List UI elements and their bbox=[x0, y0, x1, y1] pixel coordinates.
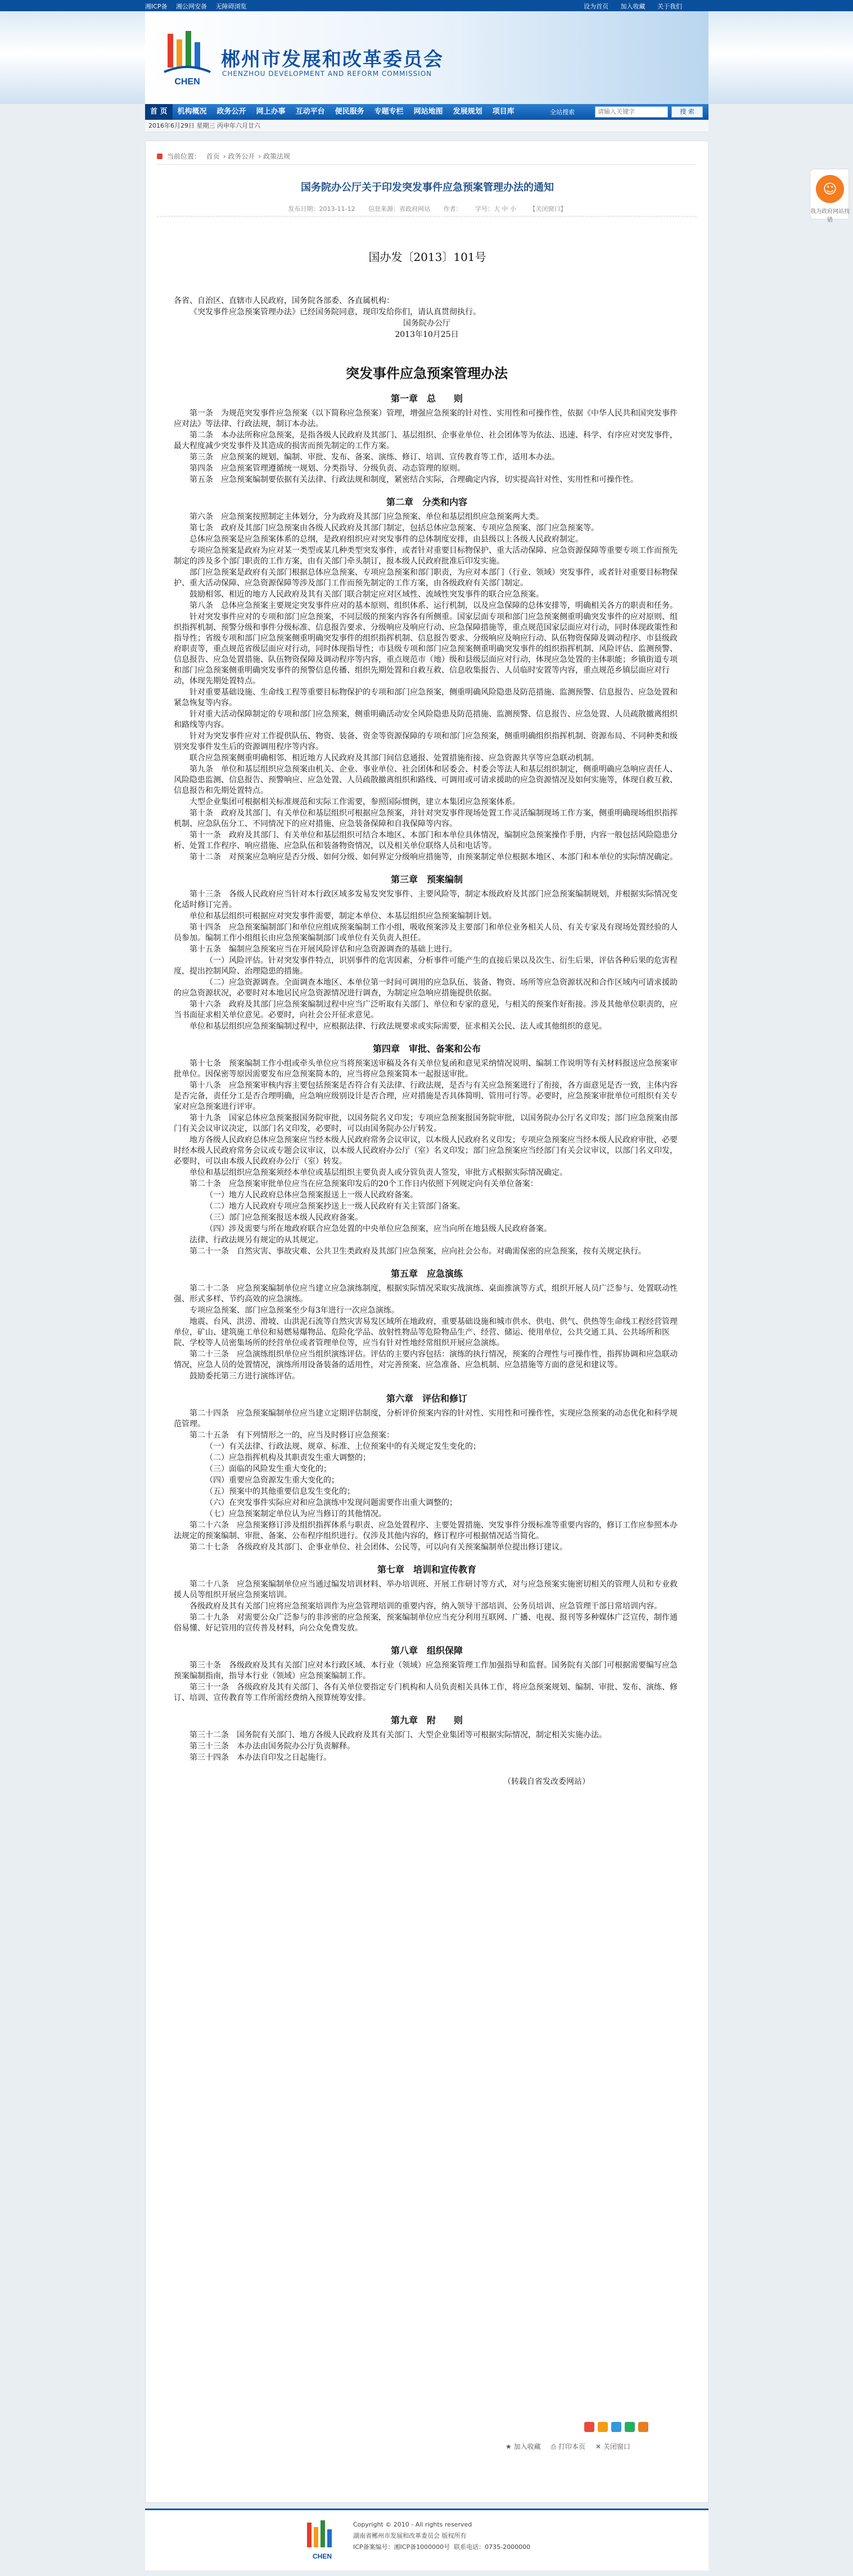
article-paragraph: 地方各级人民政府总体应急预案应当经本级人民政府常务会议审议，以本级人民政府名义印发；专项应急预案应当经本级人民政府审批，必要时经本级人民政府常务会议或专题会议审议，以本级人民政府办公厅（室）名义印发；部门应急预案应当经部门有关会议审议，以部门名义印发，必要时，可以由本级人民政府办公厅（室）转发。 bbox=[174, 1136, 678, 1166]
top-links-right bbox=[574, 2, 682, 11]
preface-para: 各省、自治区、直辖市人民政府，国务院各部委、各直属机构： bbox=[174, 296, 394, 305]
share-bar bbox=[584, 2422, 648, 2432]
add-favorite-button[interactable]: ★ 加入收藏 bbox=[506, 2443, 541, 2451]
footer-org: 湖南省郴州市发展和改革委员会 版权所有 bbox=[353, 2532, 467, 2539]
logo-bar bbox=[314, 2527, 318, 2547]
breadcrumb: 当前位置： 首页 › 政务公开 › 政策法规 bbox=[157, 151, 697, 165]
logo-bar bbox=[195, 42, 200, 67]
regulation-title: 突发事件应急预案管理办法 bbox=[346, 365, 508, 381]
article-paragraph: （二）应急资源调查。全面调查本地区、本单位第一时间可调用的应急队伍、装备、物资、场所等应急资源状况和合作区域内可请求援助的应急资源状况，必要时对本地居民应急资源情况进行调查，为制定应急响应措施提供依据。 bbox=[174, 978, 678, 998]
article-meta bbox=[146, 204, 709, 213]
widget-label: 我为政府网站找错 bbox=[810, 209, 850, 223]
share-icon[interactable] bbox=[638, 2422, 648, 2432]
article-paragraph: （四）重要应急资源发生重大变化的； bbox=[205, 1476, 339, 1485]
chapter-heading: 第四章 审批、备案和公布 bbox=[372, 1043, 481, 1054]
logo-bar bbox=[186, 31, 191, 67]
nav-item-gov-affairs[interactable]: 政务公开 bbox=[216, 107, 246, 116]
source-note: （转载自省发改委网站） bbox=[503, 1777, 590, 1786]
breadcrumb-policy[interactable]: 政策法规 bbox=[263, 152, 290, 160]
article-tools bbox=[506, 2442, 630, 2451]
signature-org: 国务院办公厅 bbox=[403, 319, 450, 328]
nav-item-projects[interactable]: 项目库 bbox=[492, 107, 514, 116]
document-number: 国办发〔2013〕101号 bbox=[368, 250, 486, 264]
date-text: 2016年6月29日 bbox=[148, 122, 195, 129]
search-scope-label[interactable]: 全站搜索 bbox=[550, 109, 575, 116]
article-paragraph: 第八条 总体应急预案主要规定突发事件应对的基本原则、组织体系、运行机制，以及应急保障的总体安排等，明确相关各方的职责和任务。 bbox=[189, 601, 678, 610]
article-paragraph: 总体应急预案是应急预案体系的总纲，是政府组织应对突发事件的总体制度安排，由县级以上各级人民政府制定。 bbox=[189, 535, 583, 544]
article-paragraph: 第七条 政府及其部门应急预案由各级人民政府及其部门制定，包括总体应急预案、专项应急预案、部门应急预案等。 bbox=[189, 524, 599, 533]
chapter-heading: 第一章 总 则 bbox=[390, 393, 463, 404]
chapter-heading: 第九章 附 则 bbox=[390, 1715, 463, 1726]
signature-date: 2013年10月25日 bbox=[395, 330, 459, 339]
report-icon: ☺ bbox=[816, 175, 844, 203]
article-paragraph: 地震、台风、洪涝、滑坡、山洪泥石流等自然灾害易发区域所在地政府，重要基础设施和城市供水、供电、供气、供热等生命线工程经营管理单位，矿山、建筑施工单位和易燃易爆物品、危险化学品、放射性物品等危险物品生产、经营、储运、使用单位，公共交通工具、公共场所和医院、学校等人员密集场所的经营单位或者管理单位等，应当有针对性地经常组织开展应急演练。 bbox=[174, 1317, 678, 1348]
nav-item-interaction[interactable]: 互动平台 bbox=[295, 107, 325, 116]
article-paragraph: 第二十二条 应急预案编制单位应当建立应急演练制度，根据实际情况采取实战演练、桌面推演等方式，组织开展人员广泛参与、处置联动性强、形式多样、节约高效的应急演练。 bbox=[174, 1284, 678, 1304]
article-paragraph: 第六条 应急预案按照制定主体划分，分为政府及其部门应急预案、单位和基层组织应急预案两大类。 bbox=[189, 512, 544, 521]
article-paragraph: 第三十二条 国务院有关部门、地方各级人民政府及其有关部门、大型企业集团等可根据实际情况，制定相关实施办法。 bbox=[189, 1731, 607, 1740]
article-paragraph: 第三十四条 本办法自印发之日起施行。 bbox=[189, 1753, 331, 1762]
weekday-text: 星期三 bbox=[196, 122, 215, 129]
chapter-heading: 第八章 组织保障 bbox=[390, 1645, 463, 1656]
article-paragraph: 第四条 应急预案管理遵循统一规划、分类指导、分级负责、动态管理的原则。 bbox=[189, 464, 465, 473]
article-paragraph: 第二条 本办法所称应急预案，是指各级人民政府及其部门、基层组织、企事业单位、社会团体等为依法、迅速、科学、有序应对突发事件，最大程度减少突发事件及其造成的损害而预先制定的工作方案。 bbox=[174, 431, 678, 451]
banner-inner bbox=[145, 11, 708, 104]
top-link[interactable]: 湘公网安备 bbox=[176, 3, 207, 10]
close-button[interactable]: ✕ 关闭窗口 bbox=[595, 2443, 630, 2451]
article-paragraph: 专项应急预案、部门应急预案至少每3年进行一次应急演练。 bbox=[189, 1306, 399, 1315]
date-bar bbox=[145, 120, 708, 132]
add-favorite-link[interactable]: 加入收藏 bbox=[620, 3, 646, 10]
logo-text: CHEN bbox=[174, 77, 200, 87]
home-icon bbox=[157, 154, 163, 159]
top-bar bbox=[0, 0, 853, 11]
share-icon[interactable] bbox=[611, 2422, 621, 2432]
article-paragraph: 第三十一条 各级政府及其有关部门、各有关单位要指定专门机构和人员负责相关具体工作，将应急预案规划、编制、审批、发布、演练、修订、培训、宣传教育等工作所需经费纳入预算统筹安排。 bbox=[174, 1683, 678, 1703]
article-paragraph: 鼓励委托第三方进行演练评估。 bbox=[189, 1372, 300, 1381]
copyright: Copyright © 2010 - All rights reserved bbox=[353, 2521, 472, 2528]
article-page bbox=[145, 141, 708, 2503]
article-paragraph: 第二十八条 应急预案编制单位应当通过编发培训材料、举办培训班、开展工作研讨等方式，对与应急预案实施密切相关的管理人员和专业救援人员等组织开展应急预案培训。 bbox=[174, 1580, 678, 1600]
site-logo[interactable] bbox=[162, 28, 213, 90]
article-paragraph: （四）涉及需要与所在地政府联合应急处置的中央单位应急预案，应当向所在地县级人民政府备案。 bbox=[205, 1224, 552, 1233]
author: 作者： bbox=[443, 205, 462, 213]
close-icon: ✕ bbox=[595, 2443, 603, 2451]
article-paragraph: 第三条 应急预案的规划、编制、审批、发布、备案、演练、修订、培训、宣传教育等工作，适用本办法。 bbox=[189, 453, 559, 462]
article-paragraph: （三）面临的风险发生重大变化的； bbox=[205, 1465, 331, 1474]
lunar-date-text: 丙申年六月廿六 bbox=[217, 122, 260, 129]
article-paragraph: （一）风险评估。针对突发事件特点，识别事件的危害因素，分析事件可能产生的直接后果以及次生、衍生后果，评估各种后果的危害程度，提出控制风险、治理隐患的措施。 bbox=[174, 956, 678, 976]
article-paragraph: 第十七条 预案编制工作小组或牵头单位应当将预案送审稿及各有关单位复函和意见采纳情况说明、编制工作说明等有关材料报送应急预案审批单位。因保密等原因需要发布应急预案简本的，应当将应急预案简本一起报送审批。 bbox=[174, 1059, 678, 1079]
article-body bbox=[174, 296, 680, 1788]
chapters bbox=[174, 393, 680, 1763]
article-paragraph: （一）有关法律、行政法规、规章、标准、上位预案中的有关规定发生变化的； bbox=[205, 1442, 481, 1451]
article-paragraph: 大型企业集团可根据相关标准规范和实际工作需要，参照国际惯例，建立本集团应急预案体系。 bbox=[189, 798, 520, 807]
chapter-heading: 第六章 评估和修订 bbox=[386, 1393, 467, 1404]
nav-item-special-topics[interactable]: 专题专栏 bbox=[374, 107, 404, 116]
article-paragraph: 第二十九条 对需要公众广泛参与的非涉密的应急预案，预案编制单位应当充分利用互联网、广播、电视、报刊等多种媒体广泛宣传，制作通俗易懂、好记管用的宣传普及材料，向公众免费发放。 bbox=[174, 1613, 678, 1633]
article-paragraph: 单位和基层组织应急预案编制过程中，应根据法律、行政法规要求或实际需要，征求相关公民、法人或其他组织的意见。 bbox=[189, 1022, 607, 1031]
article-paragraph: （五）预案中的其他重要信息发生变化的； bbox=[205, 1487, 355, 1496]
article-paragraph: （七）应急预案制定单位认为应当修订的其他情况。 bbox=[205, 1510, 386, 1519]
breadcrumb-label: 当前位置： bbox=[166, 152, 201, 160]
article-paragraph: 第九条 单位和基层组织应急预案由机关、企业、事业单位、社会团体和居委会、村委会等法人和基层组织制定，侧重明确应急响应责任人、风险隐患监测、信息报告、预警响应、应急处置、人员疏散撤离组织和路线、可调用或可请求援助的应急资源情况及如何实施等，体现自救互救、信息报告和先期处置特点。 bbox=[174, 765, 678, 795]
article-paragraph: 第三十条 各级政府及其有关部门应对本行政区域、本行业（领域）应急预案管理工作加强指导和监督。国务院有关部门可根据需要编写应急预案编制指南，指导本行业（领域）应急预案编制工作。 bbox=[174, 1661, 678, 1681]
nav-item-convenience[interactable]: 便民服务 bbox=[335, 107, 364, 116]
print-button[interactable]: ⎙ 打印本页 bbox=[550, 2443, 586, 2451]
article-paragraph: 针对为突发事件应对工作提供队伍、物资、装备、资金等资源保障的专项和部门应急预案，侧重明确组织指挥机制、资源布局、不同种类和级别突发事件发生后的资源调用程序等内容。 bbox=[174, 732, 678, 751]
breadcrumb-home[interactable]: 首页 bbox=[206, 152, 220, 160]
footer-text bbox=[353, 2519, 530, 2553]
article-paragraph: 专项应急预案是政府为应对某一类型或某几种类型突发事件，或者针对重要目标物保护、重大活动保障、应急资源保障等重要专项工作而预先制定的涉及多个部门职责的工作方案，由有关部门牵头制订，报本级人民政府批准后印发实施。 bbox=[174, 546, 678, 566]
article-paragraph: 第二十一条 自然灾害、事故灾难、公共卫生类政府及其部门应急预案，应向社会公布。对确需保密的应急预案，按有关规定执行。 bbox=[189, 1247, 646, 1256]
nav-item-online-service[interactable]: 网上办事 bbox=[256, 107, 286, 116]
article-paragraph: 第十条 政府及其部门、有关单位和基层组织可根据应急预案，并针对突发事件现场处置工作灵活编制现场工作方案，侧重明确现场组织指挥机制、应急队伍分工、不同情况下的应对措施、应急装备保障和自我保障等内容。 bbox=[174, 809, 678, 828]
article-paragraph: 第十八条 应急预案审核内容主要包括预案是否符合有关法律、行政法规，是否与有关应急预案进行了衔接，各方面意见是否一致，主体内容是否完备，责任分工是否合理明确，应急响应级别设计是否合理，应对措施是否具体简明、管用可行等。必要时，应急预案审批单位可组织有关专家对应急预案进行评审。 bbox=[174, 1081, 678, 1111]
logo-bar bbox=[168, 34, 173, 67]
chapter-heading: 第二章 分类和内容 bbox=[386, 497, 467, 507]
printer-icon: ⎙ bbox=[550, 2443, 559, 2451]
nav-item-home[interactable]: 首 页 bbox=[145, 104, 173, 120]
article-paragraph: （二）地方人民政府专项应急预案抄送上一级人民政府有关主管部门备案。 bbox=[205, 1202, 465, 1211]
article-paragraph: （二）应急指挥机构及其职责发生重大调整的； bbox=[205, 1453, 371, 1462]
article-paragraph: 第二十六条 应急预案修订涉及组织指挥体系与职责、应急处置程序、主要处置措施、突发事件分级标准等重要内容的，修订工作应参照本办法规定的预案编制、审批、备案、公布程序组织进行。仅涉及其他内容的，修订程序可根据情况适当简化。 bbox=[174, 1521, 678, 1541]
article-paragraph: （六）在突发事件实际应对和应急演练中发现问题需要作出重大调整的； bbox=[205, 1498, 457, 1507]
nav-item-sitemap[interactable]: 网站地图 bbox=[413, 107, 443, 116]
meta-divider bbox=[157, 216, 697, 217]
article-paragraph: 第二十四条 应急预案编制单位应当建立定期评估制度，分析评价预案内容的针对性、实用性和可操作性，实现应急预案的动态优化和科学规范管理。 bbox=[174, 1409, 678, 1429]
top-link[interactable]: 湘ICP备 bbox=[145, 3, 168, 10]
logo-text: CHEN bbox=[312, 2552, 332, 2560]
article-paragraph: 鼓励相邻、相近的地方人民政府及其有关部门联合制定应对区域性、流域性突发事件的联合应急预案。 bbox=[189, 590, 544, 599]
article-paragraph: 各级政府及其有关部门应将应急预案培训作为应急管理培训的重要内容，纳入领导干部培训、公务员培训、应急管理干部日常培训内容。 bbox=[189, 1602, 662, 1611]
nav-item-planning[interactable]: 发展规划 bbox=[453, 107, 482, 116]
close-window-link[interactable]: 【关闭窗口】 bbox=[529, 205, 567, 213]
top-link[interactable]: 无障碍浏览 bbox=[215, 3, 247, 10]
info-source: 信息来源：省政府网站 bbox=[368, 205, 430, 213]
article-paragraph: 第五条 应急预案编制要依据有关法律、行政法规和制度，紧密结合实际，合理确定内容，切实提高针对性、实用性和可操作性。 bbox=[189, 475, 638, 484]
nav-item-about[interactable]: 机构概况 bbox=[177, 107, 207, 116]
footer-logo bbox=[303, 2518, 342, 2563]
article-paragraph: 第二十五条 有下列情形之一的，应当及时修订应急预案： bbox=[189, 1431, 394, 1440]
preface-para: 《突发事件应急预案管理办法》已经国务院同意，现印发给你们，请认真贯彻执行。 bbox=[189, 308, 481, 317]
article-paragraph: 第二十三条 应急演练组织单位应当组织演练评估。评估的主要内容包括：演练的执行情况，预案的合理性与可操作性，指挥协调和应急联动情况，应急人员的处置情况，演练所用设备装备的适用性，对完善预案、应急准备、应急机制、应急措施等方面的意见和建议等。 bbox=[174, 1350, 678, 1370]
article-paragraph: 针对重大活动保障制定的专项和部门应急预案，侧重明确活动安全风险隐患及防范措施、监测预警、信息报告、应急处置、人员疏散撤离组织和路线等内容。 bbox=[174, 710, 678, 729]
logo-bar bbox=[327, 2529, 332, 2547]
search-button[interactable]: 搜 索 bbox=[671, 106, 703, 118]
top-links-left bbox=[145, 2, 254, 11]
article-paragraph: 第十三条 各级人民政府应当针对本行政区域多发易发突发事件、主要风险等，制定本级政府及其部门应急预案编制规划，并根据实际情况变化适时修订完善。 bbox=[174, 890, 678, 909]
publish-date: 发布日期：2013-11-12 bbox=[288, 205, 355, 213]
share-icon[interactable] bbox=[598, 2422, 608, 2432]
article-paragraph: （一）地方人民政府总体应急预案报送上一级人民政府备案。 bbox=[205, 1191, 418, 1200]
article-paragraph: 单位和基层组织应急预案须经本单位或基层组织主要负责人或分管负责人签发，审批方式根据实际情况确定。 bbox=[189, 1168, 567, 1177]
logo-bar bbox=[307, 2523, 312, 2547]
font-size-switch[interactable]: 字号：大 中 小 bbox=[475, 205, 516, 213]
article-paragraph: 第十一条 政府及其部门、有关单位和基层组织可结合本地区、本部门和本单位具体情况，编制应急预案操作手册，内容一般包括风险隐患分析、处置工作程序、响应措施、应急队伍和装备物资情况，以及相关单位联络人员和电话等。 bbox=[174, 831, 678, 850]
search-input[interactable] bbox=[595, 106, 668, 118]
article-paragraph: 第二十条 应急预案审批单位应当在应急预案印发后的20个工作日内依照下列规定向有关单位备案： bbox=[189, 1179, 538, 1188]
footer bbox=[145, 2509, 708, 2570]
article-paragraph: 第十九条 国家总体应急预案报国务院审批，以国务院名义印发；专项应急预案报国务院审批，以国务院办公厅名义印发；部门应急预案由部门有关会议审议决定，以部门名义印发，必要时，可以由国务院办公厅转发。 bbox=[174, 1114, 678, 1133]
article-paragraph: 第一条 为规范突发事件应急预案（以下简称应急预案）管理，增强应急预案的针对性、实用性和可操作性，依据《中华人民共和国突发事件应对法》等法律、行政法规，制订本办法。 bbox=[174, 409, 678, 429]
article-paragraph: 联合应急预案侧重明确相邻、相近地方人民政府及其部门间信息通报、处置措施衔接、应急资源共享等应急联动机制。 bbox=[189, 754, 599, 763]
article-paragraph: 部门应急预案是政府有关部门根据总体应急预案、专项应急预案和部门职责，为应对本部门（行业、领域）突发事件，或者针对重要目标物保护、重大活动保障、应急资源保障等涉及部门工作而预先制定的工作方案，由各级政府有关部门制定。 bbox=[174, 568, 678, 588]
banner bbox=[0, 11, 853, 104]
error-report-widget[interactable] bbox=[810, 169, 850, 223]
breadcrumb-gov-affairs[interactable]: 政务公开 bbox=[228, 152, 255, 160]
article-paragraph: 第十四条 应急预案编制部门和单位应组成预案编制工作小组，吸收预案涉及主要部门和单位业务相关人员、有关专家及有现场处置经验的人员参加。编制工作小组组长由应急预案编制部门或单位有关负责人担任。 bbox=[174, 923, 678, 943]
article-title: 国务院办公厅关于印发突发事件应急预案管理办法的通知 bbox=[301, 182, 554, 193]
share-icon[interactable] bbox=[625, 2422, 635, 2432]
logo-bar bbox=[177, 39, 182, 67]
site-title: 郴州市发展和改革委员会 bbox=[221, 48, 444, 71]
logo-swoosh bbox=[164, 67, 210, 72]
article-paragraph: 第三十三条 本办法由国务院办公厅负责解释。 bbox=[189, 1742, 355, 1751]
article-paragraph: 针对重要基础设施、生命线工程等重要目标物保护的专项和部门应急预案，侧重明确风险隐患及防范措施、监测预警、信息报告、应急处置和紧急恢复等内容。 bbox=[174, 688, 678, 708]
article-paragraph: 针对突发事件应对的专项和部门应急预案，不同层级的预案内容各有所侧重。国家层面专项和部门应急预案侧重明确突发事件的应对原则、组织指挥机制、预警分级和事件分级标准、信息报告要求、分级响应及响应行动、应急保障措施等，重点规范国家层面应对行动，同时体现政策性和指导性；省级专项和部门应急预案侧重明确突发事件的组织指挥机制、信息报告要求、分级响应及响应行动、队伍物资保障及调动程序、市县级政府职责等，重点规范省级层面应对行动，同时体现指导性；市县级专项和部门应急预案侧重明确突发事件的组织指挥机制、风险评估、监测预警、信息报告、应急处置措施、队伍物资保障及调动程序等内容，重点规范市（地）级和县级层面应对行动，体现应急处置的主体职能；乡镇街道专项和部门应急预案侧重明确突发事件的预警信息传播、组织先期处置和自救互救、信息收集报告、人员临时安置等内容，重点规范乡镇层面应对行动，体现先期处置特点。 bbox=[174, 613, 678, 686]
article-paragraph: 第十五条 编制应急预案应当在开展风险评估和应急资源调查的基础上进行。 bbox=[189, 945, 457, 954]
main-nav bbox=[145, 104, 708, 120]
share-icon[interactable] bbox=[584, 2422, 594, 2432]
set-homepage-link[interactable]: 设为首页 bbox=[584, 3, 608, 10]
article-paragraph: （三）部门应急预案报送本级人民政府备案。 bbox=[205, 1213, 363, 1222]
article-paragraph: 法律、行政法规另有规定的从其规定。 bbox=[189, 1236, 323, 1245]
chapter-heading: 第七章 培训和宣传教育 bbox=[377, 1564, 476, 1575]
about-us-link[interactable]: 关于我们 bbox=[657, 3, 682, 10]
article-paragraph: 第二十七条 各级政府及其部门、企事业单位、社会团体、公民等，可以向有关预案编制单位提出修订建议。 bbox=[189, 1543, 567, 1552]
chapter-heading: 第五章 应急演练 bbox=[390, 1268, 463, 1279]
footer-icp: ICP备案编号：湘ICP备1000000号 联系电话：0735-2000000 bbox=[353, 2543, 531, 2551]
logo-bar bbox=[321, 2520, 325, 2547]
article-paragraph: 第十六条 政府及其部门应急预案编制过程中应当广泛听取有关部门、单位和专家的意见，与相关的预案作好衔接。涉及其他单位职责的，应当书面征求相关单位意见。必要时，向社会公开征求意见。 bbox=[174, 1000, 678, 1020]
star-icon: ★ bbox=[506, 2443, 514, 2451]
article-paragraph: 单位和基层组织可根据应对突发事件需要，制定本单位、本基层组织应急预案编制计划。 bbox=[189, 912, 497, 921]
chapter-heading: 第三章 预案编制 bbox=[390, 874, 463, 885]
article-paragraph: 第十二条 对预案应急响应是否分级、如何分级、如何界定分级响应措施等，由预案制定单位根据本地区、本部门和本单位的实际情况确定。 bbox=[189, 853, 678, 862]
site-subtitle: CHENZHOU DEVELOPMENT AND REFORM COMMISSION bbox=[222, 70, 432, 78]
